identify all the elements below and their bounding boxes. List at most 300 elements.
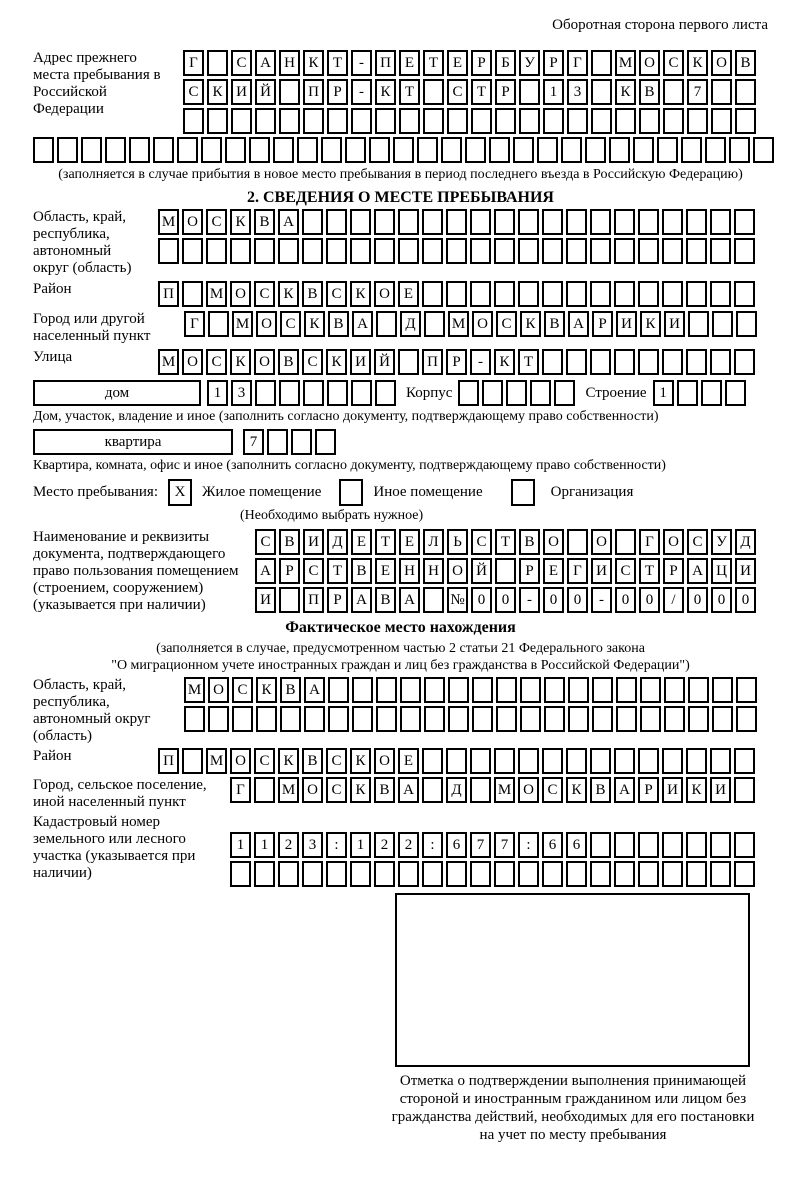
char-cell: К <box>326 349 347 375</box>
confirmation-caption-line: стороной и иностранным гражданином или лицом без <box>399 1091 747 1107</box>
char-cell: И <box>662 777 683 803</box>
char-cell <box>662 861 683 887</box>
char-cell: М <box>184 677 205 703</box>
char-cell: Р <box>519 558 540 584</box>
char-cell: 6 <box>446 832 467 858</box>
char-cell <box>422 281 443 307</box>
char-cell: С <box>254 281 275 307</box>
char-cell <box>662 281 683 307</box>
char-cell: О <box>374 281 395 307</box>
char-cell: С <box>663 50 684 76</box>
char-cell: Л <box>423 529 444 555</box>
actual-district-field <box>33 748 768 774</box>
char-cell <box>663 79 684 105</box>
char-cell <box>710 832 731 858</box>
char-cell <box>339 479 363 506</box>
char-cell: В <box>280 677 301 703</box>
char-cell <box>374 238 395 264</box>
char-cell <box>326 861 347 887</box>
char-cell <box>350 238 371 264</box>
char-cell: К <box>520 311 541 337</box>
char-row <box>184 677 757 703</box>
char-cell <box>554 380 575 406</box>
char-cell <box>446 238 467 264</box>
char-cell: А <box>255 50 276 76</box>
char-cell: О <box>543 529 564 555</box>
char-cell: Д <box>400 311 421 337</box>
char-cell: Р <box>279 558 300 584</box>
street-label: Улица <box>33 349 73 365</box>
char-cell: № <box>447 587 468 613</box>
char-cell <box>725 380 746 406</box>
char-cell <box>496 706 517 732</box>
char-cell: Е <box>351 529 372 555</box>
char-cell: И <box>591 558 612 584</box>
char-row <box>183 50 756 76</box>
char-cell <box>321 137 342 163</box>
document-field <box>33 529 768 614</box>
char-cell: И <box>735 558 756 584</box>
char-cell <box>446 281 467 307</box>
city-field <box>33 311 768 345</box>
apartment-note: Квартира, комната, офис и иное (заполнить согласно документу, подтверждающему право собственности) <box>33 458 666 473</box>
char-cell <box>352 706 373 732</box>
char-cell: Т <box>375 529 396 555</box>
char-cell <box>710 748 731 774</box>
char-cell: В <box>519 529 540 555</box>
actual-region-field <box>33 677 768 745</box>
char-cell <box>638 832 659 858</box>
char-cell <box>591 50 612 76</box>
city-label: Город или другой населенный пункт <box>33 311 151 344</box>
char-cell <box>489 137 510 163</box>
char-cell: И <box>664 311 685 337</box>
char-cell <box>544 706 565 732</box>
char-cell: А <box>304 677 325 703</box>
char-cell: К <box>375 79 396 105</box>
char-cell <box>590 349 611 375</box>
char-cell: С <box>615 558 636 584</box>
char-cell <box>520 706 541 732</box>
char-cell: 3 <box>567 79 588 105</box>
confirmation-caption-line: на учет по месту пребывания <box>479 1127 667 1143</box>
char-cell <box>398 238 419 264</box>
char-cell: Н <box>279 50 300 76</box>
char-cell: О <box>447 558 468 584</box>
char-cell <box>303 108 324 134</box>
char-cell: 0 <box>687 587 708 613</box>
char-cell: Р <box>495 79 516 105</box>
char-cell <box>664 706 685 732</box>
char-cell <box>376 311 397 337</box>
stay-option-label-organization: Организация <box>550 484 634 500</box>
char-cell: М <box>448 311 469 337</box>
char-cell: А <box>352 311 373 337</box>
char-cell: М <box>158 349 179 375</box>
char-cell <box>424 677 445 703</box>
char-cell: 1 <box>350 832 371 858</box>
char-cell: М <box>232 311 253 337</box>
char-cell <box>701 380 722 406</box>
char-cell <box>81 137 102 163</box>
char-cell <box>662 748 683 774</box>
char-cell <box>566 748 587 774</box>
char-cell <box>520 677 541 703</box>
char-cell <box>326 238 347 264</box>
district-field <box>33 281 768 307</box>
prev-address-field <box>33 50 768 134</box>
char-cell: О <box>591 529 612 555</box>
prev-address-label: Адрес прежнего места пребывания в Российской Федерации <box>33 50 161 117</box>
char-cell <box>273 137 294 163</box>
char-cell: И <box>616 311 637 337</box>
district-label: Район <box>33 281 72 297</box>
char-cell <box>710 281 731 307</box>
char-cell: В <box>351 558 372 584</box>
char-cell <box>303 380 324 406</box>
char-cell <box>255 108 276 134</box>
char-cell: И <box>255 587 276 613</box>
char-cell <box>614 238 635 264</box>
char-row <box>183 108 756 134</box>
char-cell: С <box>496 311 517 337</box>
char-cell <box>182 281 203 307</box>
stay-type-row <box>33 479 768 506</box>
char-cell: Р <box>471 50 492 76</box>
korpus-label: Корпус <box>406 385 453 401</box>
char-cell: И <box>710 777 731 803</box>
char-cell <box>734 832 755 858</box>
char-cell: С <box>303 558 324 584</box>
char-cell: 1 <box>207 380 228 406</box>
house-rect-label: дом <box>33 380 201 406</box>
char-cell: С <box>206 349 227 375</box>
char-cell: К <box>566 777 587 803</box>
char-cell <box>518 748 539 774</box>
apartment-rect-label: квартира <box>33 429 233 455</box>
char-cell: 0 <box>567 587 588 613</box>
char-cell: С <box>326 281 347 307</box>
char-cell <box>710 238 731 264</box>
char-cell <box>291 429 312 455</box>
char-cell: Е <box>543 558 564 584</box>
char-cell: Ц <box>711 558 732 584</box>
street-field <box>33 349 768 375</box>
char-cell: Д <box>446 777 467 803</box>
char-cell: Е <box>375 558 396 584</box>
char-cell <box>297 137 318 163</box>
char-cell <box>734 861 755 887</box>
char-cell <box>327 380 348 406</box>
char-cell: 3 <box>231 380 252 406</box>
char-cell <box>662 238 683 264</box>
char-cell <box>513 137 534 163</box>
char-cell: О <box>256 311 277 337</box>
char-cell <box>184 706 205 732</box>
char-cell <box>735 108 756 134</box>
char-cell: У <box>519 50 540 76</box>
char-cell <box>448 677 469 703</box>
char-cell: О <box>711 50 732 76</box>
char-cell: С <box>183 79 204 105</box>
char-cell: О <box>302 777 323 803</box>
char-cell: А <box>255 558 276 584</box>
char-cell: К <box>278 281 299 307</box>
char-cell <box>736 677 757 703</box>
char-cell <box>350 861 371 887</box>
char-cell <box>591 108 612 134</box>
char-cell <box>494 281 515 307</box>
actual-region-rows <box>184 677 757 732</box>
char-row <box>653 380 746 406</box>
char-cell: Е <box>398 748 419 774</box>
char-cell <box>615 529 636 555</box>
char-cell <box>710 861 731 887</box>
char-cell <box>519 108 540 134</box>
char-cell <box>495 108 516 134</box>
prev-address-rows <box>183 50 756 134</box>
char-cell: 2 <box>374 832 395 858</box>
actual-district-label: Район <box>33 748 72 764</box>
char-cell: П <box>422 349 443 375</box>
char-cell <box>279 79 300 105</box>
char-cell: С <box>471 529 492 555</box>
char-cell <box>686 832 707 858</box>
char-cell <box>369 137 390 163</box>
char-cell <box>267 429 288 455</box>
char-cell <box>615 108 636 134</box>
char-cell <box>255 380 276 406</box>
char-cell <box>129 137 150 163</box>
char-cell <box>686 748 707 774</box>
char-cell <box>566 861 587 887</box>
char-cell: 0 <box>615 587 636 613</box>
char-cell <box>398 349 419 375</box>
apartment-row <box>33 429 768 455</box>
char-cell <box>734 281 755 307</box>
char-cell: С <box>326 777 347 803</box>
actual-region-label: Область, край, республика, автономный округ (область) <box>33 677 151 744</box>
char-cell: Й <box>374 349 395 375</box>
char-cell <box>734 748 755 774</box>
confirmation-stamp-box <box>395 893 750 1067</box>
char-cell: М <box>494 777 515 803</box>
char-cell: Д <box>735 529 756 555</box>
char-cell <box>33 137 54 163</box>
char-cell: С <box>231 50 252 76</box>
char-cell: X <box>168 479 192 506</box>
char-cell <box>208 706 229 732</box>
char-cell <box>592 677 613 703</box>
char-cell: В <box>544 311 565 337</box>
char-cell <box>662 832 683 858</box>
char-cell: 2 <box>278 832 299 858</box>
char-cell <box>207 108 228 134</box>
char-cell <box>470 209 491 235</box>
char-row <box>230 832 755 858</box>
char-cell <box>734 238 755 264</box>
char-cell <box>230 238 251 264</box>
char-cell: В <box>302 281 323 307</box>
char-cell: К <box>687 50 708 76</box>
char-cell <box>530 380 551 406</box>
char-cell <box>207 50 228 76</box>
document-rows <box>255 529 756 613</box>
actual-location-note-1: (заполняется в случае, предусмотренном частью 2 статьи 21 Федерального закона <box>156 641 645 656</box>
char-cell <box>753 137 774 163</box>
char-cell <box>688 311 709 337</box>
char-cell <box>686 281 707 307</box>
char-cell: О <box>208 677 229 703</box>
char-cell: 0 <box>639 587 660 613</box>
char-cell <box>640 706 661 732</box>
char-cell <box>470 281 491 307</box>
char-cell <box>686 238 707 264</box>
char-cell: 3 <box>302 832 323 858</box>
char-row <box>255 587 756 613</box>
char-cell: Р <box>638 777 659 803</box>
char-cell: И <box>231 79 252 105</box>
char-cell: Й <box>471 558 492 584</box>
char-cell: Е <box>398 281 419 307</box>
char-cell <box>327 108 348 134</box>
char-cell: Т <box>639 558 660 584</box>
char-cell <box>375 108 396 134</box>
char-cell <box>638 281 659 307</box>
char-cell <box>374 861 395 887</box>
char-cell <box>616 706 637 732</box>
actual-city-label: Город, сельское поселение, иной населенный пункт <box>33 777 207 810</box>
char-cell <box>302 238 323 264</box>
char-cell <box>177 137 198 163</box>
char-cell: А <box>351 587 372 613</box>
char-cell: С <box>232 677 253 703</box>
char-cell <box>494 209 515 235</box>
char-cell <box>542 748 563 774</box>
char-cell <box>519 79 540 105</box>
char-row <box>207 380 396 406</box>
char-cell: К <box>256 677 277 703</box>
char-cell <box>711 79 732 105</box>
header-note: Оборотная сторона первого листа <box>552 17 768 33</box>
char-cell <box>544 677 565 703</box>
char-cell <box>543 108 564 134</box>
char-cell: О <box>374 748 395 774</box>
char-cell: Р <box>543 50 564 76</box>
char-cell: О <box>182 349 203 375</box>
char-cell: К <box>350 748 371 774</box>
char-cell: П <box>158 748 179 774</box>
char-cell <box>470 777 491 803</box>
char-cell <box>206 238 227 264</box>
char-cell <box>424 311 445 337</box>
char-cell <box>422 209 443 235</box>
char-cell <box>422 748 443 774</box>
char-cell: Д <box>327 529 348 555</box>
char-cell: Б <box>495 50 516 76</box>
char-cell: С <box>447 79 468 105</box>
actual-location-note-2: "О миграционном учете иностранных граждан и лиц без гражданства в Российской Федерации") <box>111 658 690 673</box>
char-cell: М <box>206 281 227 307</box>
char-cell: 0 <box>735 587 756 613</box>
char-cell: К <box>303 50 324 76</box>
char-cell: - <box>470 349 491 375</box>
char-cell: Г <box>183 50 204 76</box>
char-cell: : <box>422 832 443 858</box>
char-cell <box>494 238 515 264</box>
char-cell <box>422 777 443 803</box>
char-cell <box>201 137 222 163</box>
char-cell <box>495 558 516 584</box>
char-cell: В <box>374 777 395 803</box>
char-cell <box>280 706 301 732</box>
char-cell <box>482 380 503 406</box>
char-cell <box>591 79 612 105</box>
char-cell: К <box>350 777 371 803</box>
char-cell <box>614 832 635 858</box>
char-cell: А <box>398 777 419 803</box>
char-cell <box>568 677 589 703</box>
char-cell: Т <box>399 79 420 105</box>
char-cell <box>153 137 174 163</box>
region-rows <box>158 209 755 264</box>
char-cell <box>518 209 539 235</box>
char-cell <box>710 209 731 235</box>
char-cell: - <box>519 587 540 613</box>
char-cell: : <box>326 832 347 858</box>
char-cell <box>471 108 492 134</box>
char-cell: П <box>375 50 396 76</box>
char-row <box>158 748 755 774</box>
char-cell <box>590 209 611 235</box>
char-cell: А <box>399 587 420 613</box>
char-cell <box>688 677 709 703</box>
char-cell <box>566 209 587 235</box>
region-field <box>33 209 768 277</box>
char-cell <box>688 706 709 732</box>
char-cell <box>158 238 179 264</box>
char-cell: О <box>639 50 660 76</box>
char-cell: 1 <box>543 79 564 105</box>
char-cell <box>350 209 371 235</box>
char-cell <box>590 238 611 264</box>
section2-title: 2. СВЕДЕНИЯ О МЕСТЕ ПРЕБЫВАНИЯ <box>247 189 554 206</box>
char-cell <box>400 677 421 703</box>
char-cell <box>614 209 635 235</box>
char-cell <box>448 706 469 732</box>
char-cell: О <box>230 748 251 774</box>
char-cell <box>506 380 527 406</box>
char-cell <box>566 238 587 264</box>
char-cell <box>446 748 467 774</box>
char-cell <box>472 706 493 732</box>
char-cell: 0 <box>495 587 516 613</box>
char-cell <box>511 479 535 506</box>
char-cell: А <box>568 311 589 337</box>
char-cell <box>542 861 563 887</box>
actual-city-field <box>33 777 768 811</box>
char-cell: И <box>303 529 324 555</box>
char-cell: К <box>230 349 251 375</box>
char-cell: К <box>494 349 515 375</box>
char-cell <box>470 238 491 264</box>
char-cell <box>279 380 300 406</box>
char-row <box>183 79 756 105</box>
char-cell: 1 <box>230 832 251 858</box>
region-label: Область, край, республика, автономный округ (область) <box>33 209 132 276</box>
char-cell <box>376 677 397 703</box>
char-cell <box>686 861 707 887</box>
